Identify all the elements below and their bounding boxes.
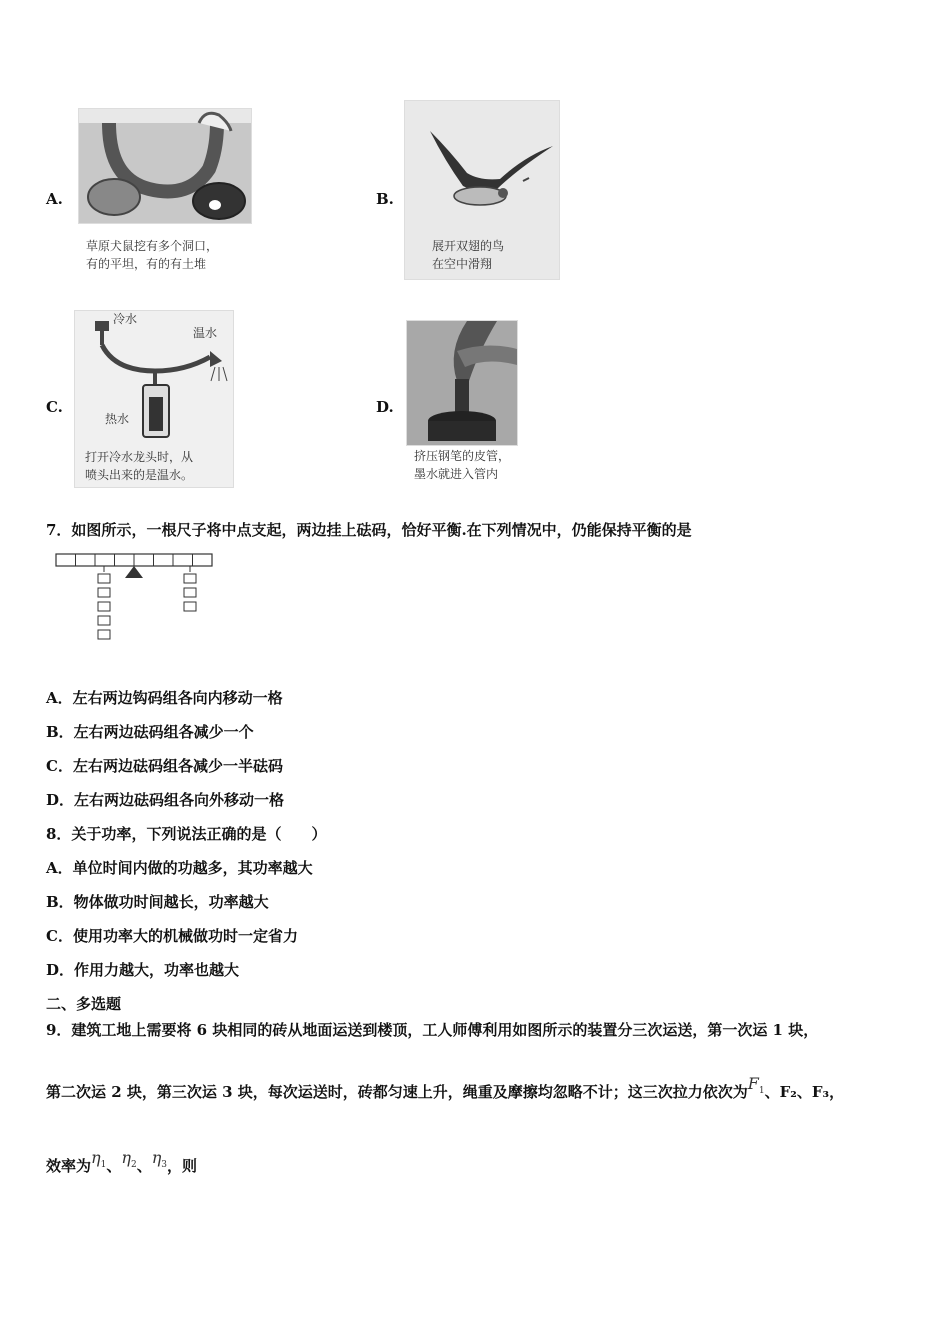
q8-option-d: D．作用力越大，功率也越大: [46, 961, 240, 979]
q8-option-a: A．单位时间内做的功越多，其功率越大: [46, 859, 313, 877]
q9-line-1: 9．建筑工地上需要将 6 块相同的砖从地面运送到楼顶，工人师傅利用如图所示的装置分三次运送，第一次运 1 块，: [46, 1021, 819, 1039]
q7-option-a: A．左右两边钩码组各向内移动一格: [46, 689, 283, 707]
q9-line-3-end: ，则: [167, 1157, 198, 1175]
q9-sep-1: 、: [106, 1157, 122, 1175]
q6-option-b-caption-1: 展开双翅的鸟: [432, 239, 505, 253]
q9-line-2-text: 第二次运 2 块，第三次运 3 块，每次运送时，砖都匀速上升，绳重及摩擦均忽略不计；这三次拉力依次为: [46, 1083, 748, 1101]
lever-balance-figure: [54, 550, 214, 646]
q8-option-c: C．使用功率大的机械做功时一定省力: [46, 927, 298, 945]
q6-option-b-letter: B.: [376, 190, 394, 208]
prairie-dog-burrow-figure: [78, 108, 252, 224]
q7-stem: 7．如图所示，一根尺子将中点支起，两边挂上砝码，恰好平衡.在下列情况中，仍能保持平衡的是: [46, 521, 692, 539]
q9-eta-2: $\eta_2$: [121, 1148, 137, 1171]
water-mixer-figure: [74, 310, 234, 488]
q6-option-a-letter: A.: [46, 190, 63, 208]
q7-option-b: B．左右两边砝码组各减少一个: [46, 723, 254, 741]
q9-f1-symbol: $F_1$: [747, 1074, 765, 1097]
q9-sep-2: 、: [136, 1157, 152, 1175]
q6-option-d-caption-2: 墨水就进入管内: [414, 467, 499, 481]
q7-option-c: C．左右两边砝码组各减少一半砝码: [46, 757, 283, 775]
q9-line-3-start: 效率为: [46, 1157, 92, 1175]
q6-option-c-label-cold: 冷水: [113, 312, 138, 326]
q9-line-2-tail: 、F₂、F₃，: [764, 1083, 845, 1101]
q9-eta-1: $\eta_1$: [91, 1148, 107, 1171]
q9-line-2: [46, 1074, 845, 1109]
q6-option-c-label-hot: 热水: [105, 412, 130, 426]
q8-option-b: B．物体做功时间越长，功率越大: [46, 893, 269, 911]
q6-option-c-caption-2: 喷头出来的是温水。: [85, 468, 194, 482]
q7-option-d: D．左右两边砝码组各向外移动一格: [46, 791, 285, 809]
section-title: 二、多选题: [46, 995, 122, 1013]
q6-option-d-letter: D.: [376, 398, 394, 416]
q9-eta-3: $\eta_3$: [151, 1148, 168, 1171]
q6-option-b-caption-2: 在空中滑翔: [432, 257, 493, 271]
q6-option-a-caption-2: 有的平坦，有的有土堆: [86, 257, 207, 271]
fountain-pen-ink-figure: [406, 320, 518, 446]
q9-line-3: [46, 1148, 198, 1183]
q6-option-c-letter: C.: [46, 398, 63, 416]
q6-option-c-caption-1: 打开冷水龙头时，从: [85, 450, 194, 464]
q6-option-c-label-warm: 温水: [193, 326, 218, 340]
q6-option-a-caption-1: 草原犬鼠挖有多个洞口，: [86, 239, 219, 253]
q8-stem: 8．关于功率，下列说法正确的是（ ）: [46, 825, 327, 843]
q6-option-d-caption-1: 挤压钢笔的皮管，: [414, 449, 511, 463]
